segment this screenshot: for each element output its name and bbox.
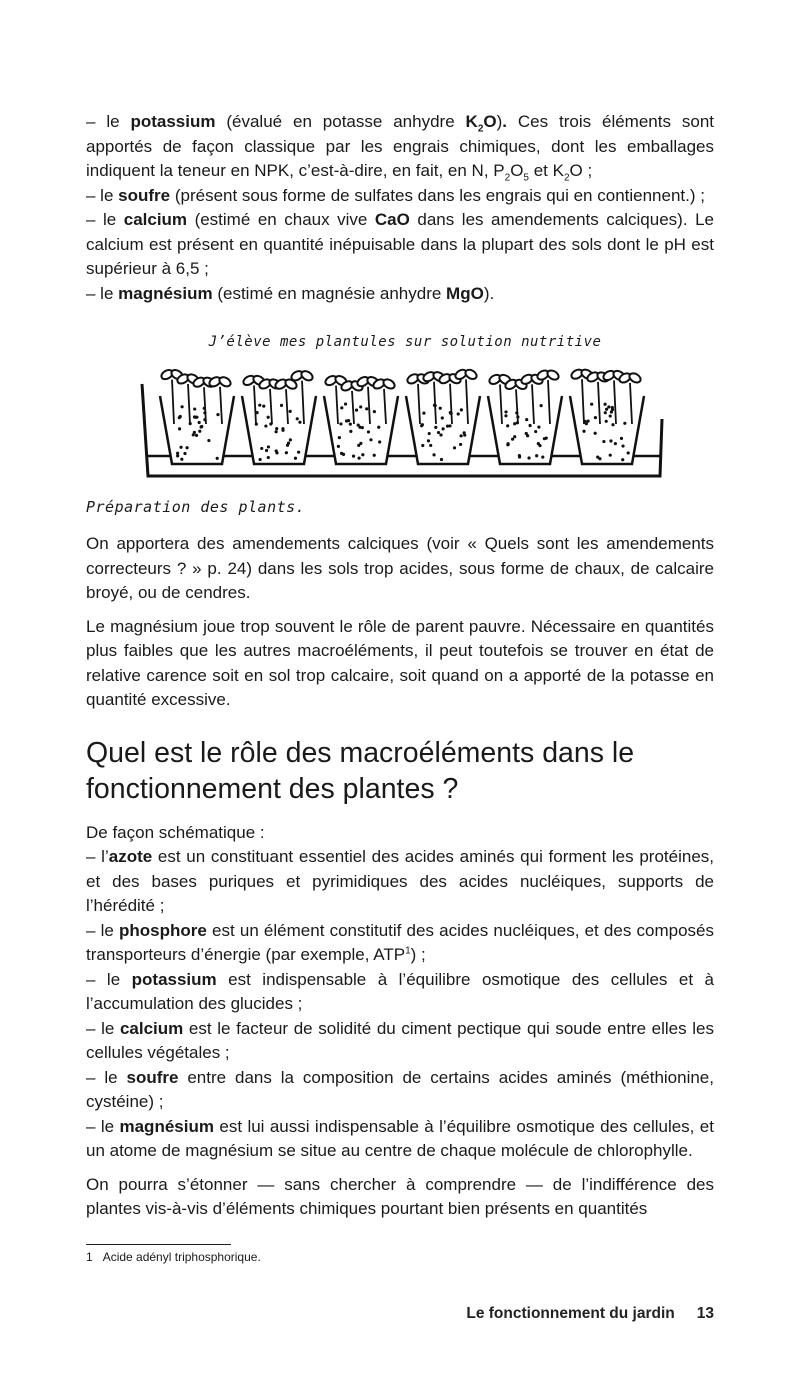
soil-dot [506,442,509,445]
soil-dot [602,440,605,443]
soil-dot [342,453,345,456]
soil-dot [365,407,368,410]
paragraph [86,1066,714,1115]
soil-dot [620,437,623,440]
illustration-caption: Préparation des plants. [86,498,306,516]
seedling-leaf [300,369,314,382]
seedling-leaf [218,375,232,388]
text-run: – le [86,1067,127,1087]
text-run: Ces trois éléments sont apportés de façon classique par les engrais chimiques, dont les emballages indiquent la teneur en NPK, c’est-à-dire, en fait, en N, P [86,112,714,180]
soil-dot [525,432,528,435]
bold-term: potassium [131,969,217,989]
text-run: dans les amendements calciques). Le calcium est présent en quantité inépuisable dans la plupart des sols dont le pH est supérieur à 6,5 ; [86,210,714,278]
text-run: (estimé en chaux vive [187,210,375,229]
soil-dot [289,438,292,441]
paragraph [86,184,714,209]
soil-dot [534,430,537,433]
paragraph [86,845,714,919]
soil-dot [345,419,348,422]
soil-dot [439,433,442,436]
soil-dot [287,441,290,444]
soil-dot [441,416,444,419]
text-run: O [510,161,524,180]
soil-dot [267,416,270,419]
pot [570,396,644,464]
soil-dot [586,419,589,422]
soil-dot [541,455,544,458]
soil-dot [610,410,613,413]
soil-dot [614,442,617,445]
bold-term: soufre [118,185,171,205]
footnote [86,1249,714,1265]
soil-dot [429,444,432,447]
soil-dot [367,430,370,433]
paragraph [86,110,714,184]
soil-dot [298,421,301,424]
soil-dot [453,446,456,449]
soil-dot [180,458,183,461]
soil-dot [609,454,612,457]
text-run: – le [86,112,131,131]
soil-dot [359,405,362,408]
element-list [86,110,714,306]
soil-dot [344,402,347,405]
text-run: De façon schématique : [86,822,265,842]
soil-dot [179,415,182,418]
soil-dot [369,438,372,441]
text-run: O ; [569,161,593,180]
soil-dot [611,423,614,426]
soil-dot [621,444,624,447]
soil-dot [297,451,300,454]
seedlings-illustration [130,364,670,494]
text-run: ). [483,283,495,303]
soil-dot [538,444,541,447]
soil-dot [527,456,530,459]
soil-dot [198,430,201,433]
soil-dot [434,426,437,429]
soil-dot [439,407,442,410]
soil-dot [198,421,201,424]
soil-dot [294,457,297,460]
soil-dot [361,426,364,429]
soil-dot [460,408,463,411]
bold-term: K [465,112,478,131]
soil-dot [183,452,186,455]
soil-dot [621,458,624,461]
seedling-leaf [546,369,560,382]
soil-dot [609,414,612,417]
soil-dot [594,416,597,419]
text-run: 5 [523,172,529,184]
soil-dot [609,439,612,442]
bold-term: O [483,112,497,131]
bold-term: soufre [126,1067,179,1087]
soil-dot [260,447,263,450]
soil-dot [285,451,288,454]
text-run: est le facteur de solidité du ciment pectique qui soude entre elles les cellules végétales ; [86,1018,714,1062]
soil-dot [528,424,531,427]
soil-dot [267,445,270,448]
paragraph [86,1173,714,1222]
soil-dot [378,440,381,443]
bold-term: azote [108,847,153,866]
soil-dot [535,454,538,457]
soil-dot [459,443,462,446]
soil-dot [537,425,540,428]
bold-term: magnésium [118,283,213,303]
soil-dot [359,442,362,445]
soil-dot [195,434,198,437]
paragraph [86,919,714,968]
body-paragraphs-2 [86,821,714,1222]
text-run: – le [86,185,119,205]
soil-dot [357,424,360,427]
bold-term: CaO [374,210,410,229]
bold-term: 2 [477,123,484,135]
soil-dot [176,454,179,457]
text-run: 2 [563,172,570,184]
soil-dot [540,404,543,407]
soil-dot [275,430,278,433]
paragraph [86,282,714,307]
soil-dot [207,439,210,442]
seedling-leaf [464,368,478,381]
soil-dot [258,404,261,407]
soil-dot [446,425,449,428]
bold-term: calcium [123,210,188,229]
page-footer [86,1305,714,1323]
soil-dot [590,403,593,406]
paragraph [86,968,714,1017]
soil-dot [200,425,203,428]
soil-dot [357,457,360,460]
soil-dot [623,422,626,425]
text-run: est un constituant essentiel des acides aminés qui forment les protéines, et des bases puriques et pyrimidiques des acides nucléiques, supports de l’hérédité ; [86,847,715,915]
soil-dot [216,413,219,416]
soil-dot [178,427,181,430]
soil-dot [192,433,195,436]
text-run: – le [86,920,120,940]
soil-dot [428,432,431,435]
soil-dot [611,406,614,409]
soil-dot [355,409,358,412]
soil-dot [594,432,597,435]
soil-dot [596,456,599,459]
soil-dot [432,453,435,456]
soil-dot [259,458,262,461]
text-run: est lui aussi indispensable à l’équilibre osmotique des cellules, et un atome de magnésium se situe au centre de chaque molécule de chlorophylle. [86,1116,714,1160]
soil-dot [216,457,219,460]
bold-term: MgO [446,283,484,303]
soil-dot [421,444,424,447]
section-heading: Quel est le rôle des macroéléments dans le fonctionnement des plantes ? [86,736,635,805]
soil-dot [607,405,610,408]
text-run: (estimé en magnésie anhydre [212,283,447,303]
pot [160,396,234,464]
soil-dot [442,427,445,430]
soil-dot [264,424,267,427]
soil-dot [275,451,278,454]
paragraph [86,532,714,606]
soil-dot [281,429,284,432]
text-run: et K [528,161,564,180]
soil-dot [604,411,607,414]
text-run: Le magnésium joue trop souvent le rôle de parent pauvre. Nécessaire en quantités plus faibles que les autres macroéléments, il peut toutefois se trouver en état de relative carence soit en sol trop calcaire, soit quand on a apporté de la potasse en quantité excessive. [86,616,714,709]
text-run: – le [86,210,124,229]
soil-dot [280,404,283,407]
illustration [86,334,714,516]
soil-dot [603,403,606,406]
running-title: Le fonctionnement du jardin [466,1304,675,1322]
text-run: – le [86,969,132,989]
soil-dot [352,454,355,457]
soil-dot [506,424,509,427]
text-run: est un élément constitutif des acides nucléiques, et des composés transporteurs d’énergie (par exemple, ATP [86,920,714,964]
soil-dot [440,458,443,461]
soil-dot [582,430,585,433]
text-run: entre dans la composition de certains acides aminés (méthionine, cystéine) ; [86,1067,714,1111]
soil-dot [460,434,463,437]
soil-dot [457,412,460,415]
illustration-title: J’élève mes plantules sur solution nutritive [208,334,602,350]
text-run: – le [86,1018,120,1038]
text-run: (évalué en potasse anhydre [215,112,466,131]
text-run: On pourra s’étonner — sans chercher à comprendre — de l’indifférence des plantes vis-à-vis d’éléments chimiques pourtant bien présents en quantités [86,1174,714,1218]
paragraph [86,208,714,282]
soil-dot [338,436,341,439]
soil-dot [296,417,299,420]
soil-dot [289,410,292,413]
soil-dot [525,418,528,421]
text-run: 2 [504,172,511,184]
soil-dot [513,435,516,438]
soil-dot [179,446,182,449]
bold-term: potassium [130,112,216,131]
text-run: est indispensable à l’équilibre osmotique des cellules et à l’accumulation des glucides ; [86,969,714,1013]
pot [488,396,562,464]
soil-dot [605,420,608,423]
text-run: (présent sous forme de sulfates dans les engrais qui en contiennent.) ; [170,185,705,205]
soil-dot [373,410,376,413]
text-run: ) ; [410,945,426,964]
soil-dot [275,427,278,430]
soil-dot [373,454,376,457]
soil-dot [605,408,608,411]
soil-dot [545,437,548,440]
text-run: 1 [405,945,411,957]
soil-dot [339,422,342,425]
soil-dot [185,446,188,449]
body-paragraphs [86,532,714,713]
seedling-leaf [382,377,396,390]
seedling-leaf [628,371,642,384]
soil-dot [463,431,466,434]
soil-dot [340,406,343,409]
soil-dot [427,439,430,442]
paragraph [86,615,714,713]
text-run: On apportera des amendements calciques (voir « Quels sont les amendements correcteurs ? » p. 24) dans les sols trop acides, sous forme de chaux, de calcaire broyé, ou de cendres. [86,534,714,602]
soil-dot [420,424,423,427]
soil-dot [361,453,364,456]
soil-dot [504,414,507,417]
bold-term: magnésium [119,1116,214,1136]
soil-dot [193,407,196,410]
soil-dot [511,438,514,441]
paragraph [86,1115,714,1164]
paragraph [86,1017,714,1066]
text-run: – le [86,283,119,303]
text-run: – l’ [86,847,109,866]
pot [242,396,316,464]
text-run: ) [496,112,503,131]
bold-term: calcium [119,1018,184,1038]
soil-dot [437,431,440,434]
soil-dot [262,404,265,407]
soil-dot [267,456,270,459]
text-run: – le [86,1116,120,1136]
footnote-rule [86,1244,231,1245]
soil-dot [181,405,184,408]
soil-dot [349,423,352,426]
footnote-text: Acide adényl triphosphorique. [102,1249,261,1264]
page-number: 13 [696,1304,714,1322]
soil-dot [349,430,352,433]
soil-dot [377,426,380,429]
soil-dot [194,416,197,419]
paragraph [86,821,714,846]
bold-term: phosphore [119,920,207,940]
soil-dot [504,410,507,413]
soil-dot [518,454,521,457]
bold-term: . [502,112,508,131]
footnote-number: 1 [86,1249,93,1264]
soil-dot [627,451,630,454]
soil-dot [337,445,340,448]
soil-dot [265,449,268,452]
soil-dot [422,412,425,415]
